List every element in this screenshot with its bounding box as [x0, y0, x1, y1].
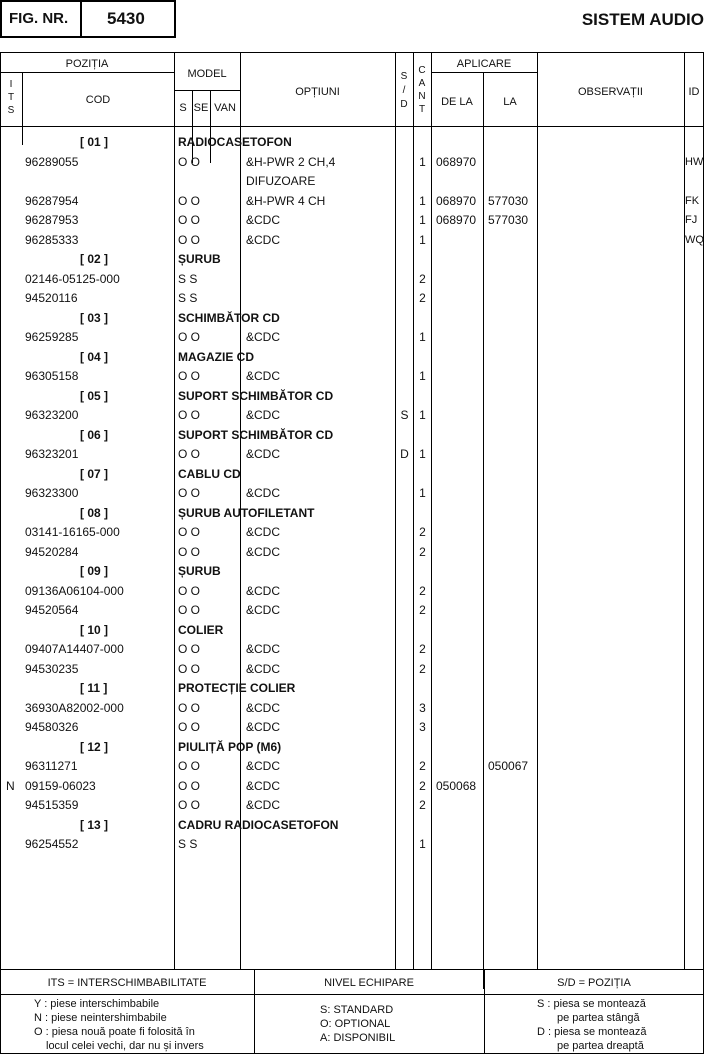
cell-optiuni: &CDC	[246, 408, 281, 422]
cell-optiuni: &CDC	[246, 720, 281, 734]
cell-cod: 96323200	[25, 408, 79, 422]
cell-optiuni: &CDC	[246, 798, 281, 812]
cell-optiuni: &CDC	[246, 330, 281, 344]
footer-sd-line-s2: pe partea stângă	[557, 1012, 640, 1024]
col-line-its	[22, 72, 23, 145]
cell-cant: 1	[419, 837, 426, 851]
cell-model: O O	[178, 583, 201, 598]
cell-cant: 1	[419, 154, 426, 169]
cell-cod: 03141-16165-000	[25, 525, 120, 539]
cell-cod: [ 07 ]	[80, 466, 109, 481]
cell-cant: 1	[419, 486, 426, 500]
footer-its-line-y: Y : piese interschimbabile	[34, 998, 160, 1010]
cell-optiuni: ȘURUB	[178, 252, 221, 266]
footer-sd-line-s: S : piesa se montează	[537, 998, 646, 1010]
footer-nivel-optional: O: OPTIONAL	[320, 1018, 391, 1030]
cell-optiuni: PIULIȚĂ POP (M6)	[178, 739, 282, 754]
cell-model: O O	[178, 661, 201, 676]
cell-cant: 2	[419, 642, 426, 656]
col-sd-s: S	[400, 71, 408, 82]
cell-cant: 2	[419, 759, 426, 773]
cell-sd: S	[400, 408, 409, 422]
cell-optiuni: &H-PWR 2 CH,4	[246, 154, 336, 169]
cell-cant: 1	[419, 232, 426, 247]
cell-model: O O	[178, 700, 201, 715]
cell-optiuni: DIFUZOARE	[246, 174, 316, 188]
cell-optiuni: &CDC	[246, 544, 281, 559]
cell-optiuni: &CDC	[246, 759, 281, 773]
cell-optiuni: &CDC	[246, 778, 281, 793]
col-cant-n: N	[418, 91, 426, 102]
cell-id: FK	[685, 194, 700, 207]
cell-cod: 96305158	[25, 369, 79, 383]
cell-cod: [ 11 ]	[80, 681, 108, 695]
cell-cod: [ 08 ]	[80, 505, 109, 520]
cell-de-la: 068970	[436, 154, 477, 169]
col-its-t: T	[7, 92, 15, 103]
cell-la: 050067	[488, 759, 529, 773]
col-model: MODEL	[187, 68, 227, 80]
col-line-cant	[431, 52, 432, 969]
cell-optiuni: PROTECȚIE COLIER	[178, 681, 296, 695]
col-cant-a: A	[418, 78, 426, 89]
cell-cod: [ 03 ]	[80, 310, 109, 325]
cell-cod: 96311271	[25, 759, 78, 773]
cell-optiuni: &CDC	[246, 525, 281, 539]
hline-header-bottom	[0, 126, 704, 127]
cell-model: S S	[178, 837, 198, 851]
cell-cant: 2	[419, 544, 426, 559]
cell-optiuni: ȘURUB	[178, 564, 221, 578]
col-cod: COD	[85, 94, 111, 106]
cell-optiuni: &CDC	[246, 213, 281, 227]
cell-model: O O	[178, 603, 201, 617]
col-aplicare: APLICARE	[456, 58, 512, 70]
cell-model: O O	[178, 544, 201, 559]
cell-cod: [ 02 ]	[80, 252, 109, 266]
col-de-la: DE LA	[441, 96, 473, 108]
cell-model: O O	[178, 720, 201, 734]
hline-pozitia	[0, 72, 174, 73]
cell-cant: 3	[419, 720, 426, 734]
col-pozitia: POZIȚIA	[65, 58, 109, 70]
cell-optiuni: MAGAZIE CD	[178, 349, 254, 364]
cell-model: O O	[178, 330, 201, 344]
cell-its: N	[6, 778, 15, 793]
col-id: ID	[688, 86, 700, 98]
col-model-van: VAN	[214, 102, 236, 114]
cell-cod: 02146-05125-000	[25, 271, 120, 286]
cell-id: WQ	[685, 233, 704, 246]
page-title: SISTEM AUDIO	[581, 10, 704, 29]
cell-optiuni: CADRU RADIOCASETOFON	[178, 817, 339, 832]
cell-optiuni: &CDC	[246, 642, 281, 656]
hline-footer-top	[0, 969, 704, 970]
hline-aplicare	[431, 72, 537, 73]
col-its-i: I	[9, 79, 13, 90]
footer-its-line-n: N : piese neintershimbabile	[34, 1012, 167, 1024]
cell-cant: 3	[419, 700, 426, 715]
cell-cod: 96254552	[25, 837, 79, 851]
cell-model: O O	[178, 525, 201, 539]
cell-cod: 96289055	[25, 154, 79, 169]
cell-optiuni: SCHIMBĂTOR CD	[178, 310, 280, 325]
fig-number: 5430	[107, 9, 145, 28]
cell-cod: [ 09 ]	[80, 564, 109, 578]
cell-model: O O	[178, 642, 201, 656]
cell-cant: 2	[419, 291, 426, 305]
cell-optiuni: COLIER	[178, 622, 224, 637]
col-cant-t: T	[418, 104, 426, 115]
cell-cant: 2	[419, 271, 426, 286]
cell-cod: [ 04 ]	[80, 349, 109, 364]
fig-label: FIG. NR.	[9, 10, 69, 27]
cell-de-la: 068970	[436, 193, 477, 208]
cell-cant: 2	[419, 583, 426, 598]
col-cant-c: C	[418, 65, 426, 76]
cell-model: O O	[178, 778, 201, 793]
cell-cod: 94520116	[25, 291, 78, 305]
footer-its-title: ITS = INTERSCHIMBABILITATE	[47, 977, 207, 989]
cell-cant: 1	[419, 193, 426, 208]
cell-la: 577030	[488, 193, 529, 208]
cell-de-la: 068970	[436, 213, 477, 227]
cell-cod: 94520284	[25, 544, 79, 559]
cell-optiuni: RADIOCASETOFON	[178, 135, 292, 149]
cell-id: FJ	[685, 214, 698, 226]
cell-cod: [ 12 ]	[80, 739, 109, 754]
footer-sd-line-d: D : piesa se montează	[537, 1026, 647, 1038]
col-line-la	[537, 52, 538, 969]
cell-model: O O	[178, 408, 201, 422]
col-sd-slash: /	[402, 85, 406, 96]
cell-cod: [ 05 ]	[80, 388, 109, 403]
cell-optiuni: &CDC	[246, 583, 281, 598]
cell-optiuni: &H-PWR 4 CH	[246, 193, 326, 208]
cell-cant: 2	[419, 778, 426, 793]
cell-cant: 2	[419, 661, 426, 676]
col-la: LA	[503, 96, 517, 108]
cell-cod: 09407A14407-000	[25, 642, 124, 656]
cell-model: O O	[178, 798, 201, 812]
col-sd-d: D	[400, 99, 408, 110]
cell-model: O O	[178, 447, 201, 461]
cell-cod: 94520564	[25, 603, 79, 617]
cell-cant: 1	[419, 213, 426, 227]
cell-cant: 2	[419, 603, 426, 617]
cell-cod: 36930A82002-000	[25, 700, 124, 715]
hline-model	[174, 90, 240, 91]
cell-cant: 2	[419, 525, 426, 539]
cell-cod: [ 10 ]	[80, 622, 109, 637]
cell-optiuni: CABLU CD	[178, 466, 241, 481]
col-model-s: S	[179, 102, 187, 114]
cell-model: O O	[178, 486, 201, 500]
cell-cod: 09159-06023	[25, 778, 96, 793]
cell-cant: 1	[419, 369, 426, 383]
cell-optiuni: &CDC	[246, 232, 281, 247]
col-model-se: SE	[193, 102, 209, 114]
cell-optiuni: SUPORT SCHIMBĂTOR CD	[178, 427, 334, 442]
col-its-s: S	[7, 105, 15, 116]
cell-cod: 96287953	[25, 213, 79, 227]
cell-model: S S	[178, 271, 198, 286]
cell-cod: 09136A06104-000	[25, 583, 124, 598]
cell-model: O O	[178, 154, 201, 169]
hline-footer-sub	[0, 994, 704, 995]
cell-cant: 1	[419, 330, 426, 344]
cell-model: O O	[178, 213, 201, 227]
cell-cod: 96323201	[25, 447, 79, 461]
cell-cod: 94530235	[25, 661, 79, 676]
footer-sd-title: S/D = POZIȚIA	[557, 977, 631, 989]
cell-cod: 96323300	[25, 486, 79, 500]
cell-optiuni: &CDC	[246, 700, 281, 715]
footer-nivel-disponibil: A: DISPONIBIL	[320, 1032, 396, 1044]
footer-its-line-o: O : piesa nouă poate fi folosită în	[34, 1026, 195, 1038]
footer-nivel-standard: S: STANDARD	[320, 1004, 394, 1016]
cell-cant: 1	[419, 408, 426, 422]
cell-cant: 1	[419, 447, 426, 461]
footer-nivel-title: NIVEL ECHIPARE	[324, 977, 414, 989]
col-line-dela	[483, 72, 484, 989]
col-optiuni: OPȚIUNI	[295, 86, 340, 98]
footer-sd-line-d2: pe partea dreaptă	[557, 1040, 644, 1052]
cell-optiuni: &CDC	[246, 486, 281, 500]
cell-optiuni: ȘURUB AUTOFILETANT	[178, 505, 315, 520]
col-line-obs	[684, 52, 685, 969]
cell-model: O O	[178, 759, 201, 773]
cell-cod: [ 13 ]	[80, 817, 109, 832]
cell-cant: 2	[419, 798, 426, 812]
cell-model: O O	[178, 369, 201, 383]
cell-cod: 96259285	[25, 330, 79, 344]
cell-optiuni: &CDC	[246, 661, 281, 676]
cell-model: O O	[178, 193, 201, 208]
cell-id: HW	[685, 155, 704, 168]
cell-cod: 94515359	[25, 798, 79, 812]
cell-optiuni: SUPORT SCHIMBĂTOR CD	[178, 388, 334, 403]
cell-optiuni: &CDC	[246, 447, 281, 461]
cell-model: O O	[178, 232, 201, 247]
cell-de-la: 050068	[436, 778, 477, 793]
cell-optiuni: &CDC	[246, 369, 281, 383]
cell-cod: 94580326	[25, 720, 79, 734]
cell-cod: [ 06 ]	[80, 427, 109, 442]
col-line-sd	[413, 52, 414, 969]
cell-sd: D	[400, 447, 409, 461]
cell-cod: [ 01 ]	[80, 135, 109, 149]
footer-its-line-o2: locul celei vechi, dar nu și invers	[46, 1040, 204, 1052]
cell-cod: 96287954	[25, 193, 79, 208]
cell-la: 577030	[488, 213, 529, 227]
col-observatii: OBSERVAȚII	[577, 86, 643, 98]
cell-model: S S	[178, 291, 198, 305]
cell-cod: 96285333	[25, 232, 79, 247]
cell-optiuni: &CDC	[246, 603, 281, 617]
